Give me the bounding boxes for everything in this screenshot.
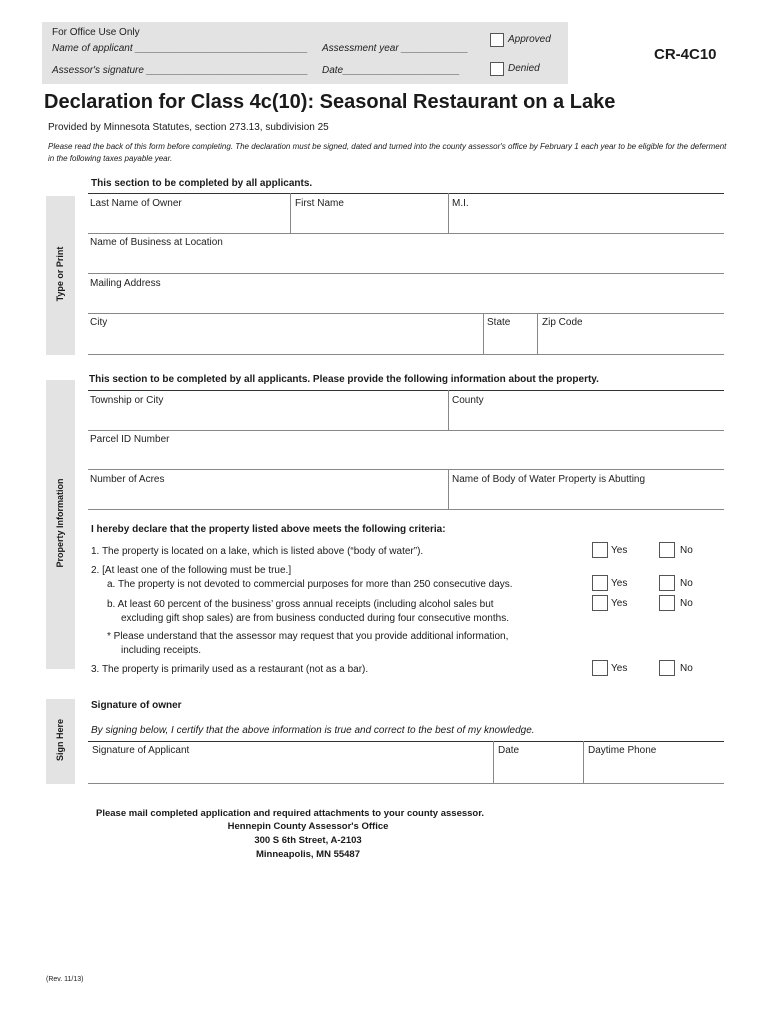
- city-label: City: [90, 317, 108, 328]
- signature-date-label: Date: [498, 745, 520, 756]
- page-title: Declaration for Class 4c(10): Seasonal Restaurant on a Lake: [44, 91, 616, 113]
- criterion-2b-yes-checkbox[interactable]: [592, 595, 608, 611]
- sidebar-sign-here-label: Sign Here: [55, 719, 65, 762]
- signature-label: Signature of Applicant: [92, 745, 190, 756]
- city-input[interactable]: [90, 331, 480, 351]
- assessor-street: 300 S 6th Street, A-2103: [254, 835, 362, 846]
- acres-input[interactable]: [90, 488, 445, 508]
- criteria-heading: I hereby declare that the property listed above meets the following criteria:: [91, 524, 446, 535]
- criterion-2a-yes-label: Yes: [611, 578, 628, 589]
- assessor-office-name: Hennepin County Assessor's Office: [227, 821, 389, 832]
- criterion-2b-no-label: No: [680, 598, 693, 609]
- applicant-name-field[interactable]: Name of applicant _______________________________: [52, 43, 308, 54]
- criterion-3: 3. The property is primarily used as a restaurant (not as a bar).: [91, 664, 369, 675]
- criterion-1: 1. The property is located on a lake, which is listed above (“body of water”).: [91, 546, 424, 557]
- section2-heading: This section to be completed by all applicants. Please provide the following information about the property.: [89, 374, 599, 385]
- denied-label: Denied: [508, 63, 540, 74]
- approved-label: Approved: [508, 34, 551, 45]
- parcel-id-label: Parcel ID Number: [90, 434, 170, 445]
- criterion-3-no-label: No: [680, 663, 693, 674]
- sidebar-type-or-print: [46, 196, 75, 355]
- mi-label: M.I.: [452, 198, 469, 209]
- body-of-water-label: Name of Body of Water Property is Abutting: [452, 474, 646, 485]
- first-name-label: First Name: [295, 198, 344, 209]
- criterion-2a-yes-checkbox[interactable]: [592, 575, 608, 591]
- statute-reference: Provided by Minnesota Statutes, section 273.13, subdivision 25: [48, 122, 329, 133]
- office-use-heading: For Office Use Only: [52, 27, 140, 38]
- mailing-address-label: Mailing Address: [90, 278, 161, 289]
- business-name-input[interactable]: [90, 251, 720, 271]
- last-name-label: Last Name of Owner: [90, 198, 182, 209]
- parcel-id-input[interactable]: [90, 448, 720, 468]
- criterion-2b-no-checkbox[interactable]: [659, 595, 675, 611]
- sidebar-sign-here: [46, 699, 75, 784]
- approved-checkbox[interactable]: [490, 33, 504, 47]
- township-label: Township or City: [90, 395, 164, 406]
- criterion-2: 2. [At least one of the following must be true.]: [91, 565, 292, 576]
- zip-input[interactable]: [540, 331, 720, 351]
- mailing-address-input[interactable]: [90, 292, 720, 312]
- county-label: County: [452, 395, 484, 406]
- mailing-instruction: Please mail completed application and required attachments to your county assessor.: [96, 808, 485, 819]
- assessor-signature-field[interactable]: Assessor's signature _____________________________: [52, 65, 309, 76]
- mi-input[interactable]: [451, 212, 721, 232]
- body-of-water-input[interactable]: [451, 488, 721, 508]
- state-input[interactable]: [486, 331, 534, 351]
- assessor-city: Minneapolis, MN 55487: [255, 849, 360, 860]
- note-line2: including receipts.: [121, 645, 202, 656]
- zip-label: Zip Code: [542, 317, 583, 328]
- criterion-2a-no-checkbox[interactable]: [659, 575, 675, 591]
- denied-checkbox[interactable]: [490, 62, 504, 76]
- sidebar-property-information: [46, 380, 75, 669]
- criterion-3-yes-label: Yes: [611, 663, 628, 674]
- sidebar-property-information-label: Property Information: [55, 478, 65, 568]
- criterion-1-yes-checkbox[interactable]: [592, 542, 608, 558]
- sidebar-type-or-print-label: Type or Print: [55, 246, 65, 302]
- daytime-phone-label: Daytime Phone: [588, 745, 657, 756]
- assessment-year-field[interactable]: Assessment year ____________: [322, 43, 469, 54]
- criterion-2b-line1: b. At least 60 percent of the business’ gross annual receipts (including alcohol sales but: [107, 599, 494, 610]
- first-name-input[interactable]: [293, 212, 446, 232]
- signature-date-input[interactable]: [496, 760, 580, 781]
- criterion-1-no-label: No: [680, 545, 693, 556]
- state-label: State: [487, 317, 511, 328]
- note-line1: * Please understand that the assessor may request that you provide additional information,: [107, 631, 509, 642]
- criterion-3-yes-checkbox[interactable]: [592, 660, 608, 676]
- county-input[interactable]: [451, 409, 721, 429]
- daytime-phone-input[interactable]: [586, 760, 721, 781]
- section1-heading: This section to be completed by all applicants.: [91, 178, 313, 189]
- criterion-2b-line2: excluding gift shop sales) are from business conducted during four consecutive months.: [121, 613, 509, 624]
- last-name-input[interactable]: [90, 212, 288, 232]
- criterion-2a: a. The property is not devoted to commercial purposes for more than 250 consecutive days.: [107, 579, 513, 590]
- township-input[interactable]: [90, 409, 445, 429]
- instructions: Please read the back of this form before completing. The declaration must be signed, dated and turned into the county assessor's office by February 1 each year to be eligible for the deferment in the following taxes payable year.: [48, 142, 727, 163]
- revision-date: (Rev. 11/13): [46, 976, 84, 983]
- acres-label: Number of Acres: [90, 474, 165, 485]
- criterion-2b-yes-label: Yes: [611, 598, 628, 609]
- criterion-2a-no-label: No: [680, 578, 693, 589]
- office-use-box: [42, 22, 568, 84]
- office-date-field[interactable]: Date_____________________: [322, 65, 460, 76]
- business-name-label: Name of Business at Location: [90, 237, 223, 248]
- criterion-3-no-checkbox[interactable]: [659, 660, 675, 676]
- signature-heading: Signature of owner: [91, 700, 182, 711]
- criterion-1-no-checkbox[interactable]: [659, 542, 675, 558]
- form-number: CR-4C10: [654, 46, 717, 63]
- certify-statement: By signing below, I certify that the above information is true and correct to the best of my knowledge.: [91, 725, 535, 736]
- criterion-1-yes-label: Yes: [611, 545, 628, 556]
- signature-input[interactable]: [90, 760, 490, 781]
